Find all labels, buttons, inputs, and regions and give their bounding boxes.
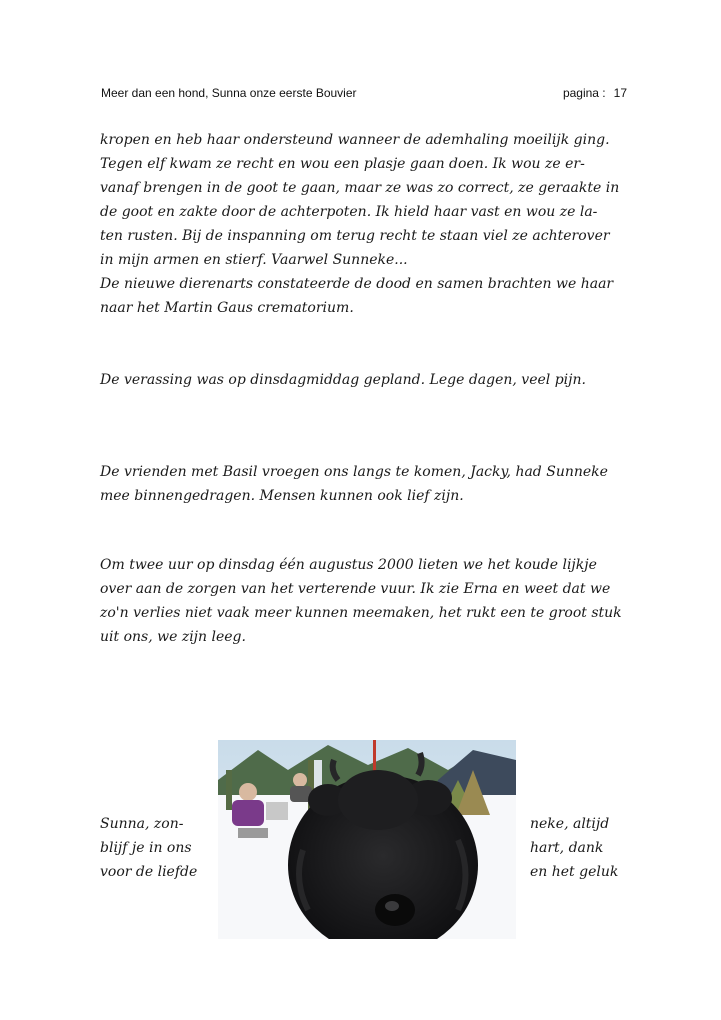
text-line: Om twee uur op dinsdag één augustus 2000 lieten we het koude lijkje — [100, 557, 597, 573]
text-line: ten rusten. Bij de inspanning om terug recht te staan viel ze achterover — [100, 228, 610, 244]
paragraph-4 — [100, 553, 640, 649]
text-line: Tegen elf kwam ze recht en wou een plasje gaan doen. Ik wou ze er- — [100, 156, 585, 172]
page-label: pagina : — [562, 86, 606, 100]
text-line: naar het Martin Gaus crematorium. — [100, 300, 354, 316]
caption-line: en het geluk — [530, 864, 619, 880]
text-line: uit ons, we zijn leeg. — [100, 629, 246, 645]
text-line: De verassing was op dinsdagmiddag gepland. Lege dagen, veel pijn. — [100, 372, 586, 388]
text-line: in mijn armen en stierf. Vaarwel Sunneke... — [100, 252, 408, 268]
caption-line: blijf je in ons — [100, 840, 192, 856]
document-title: Meer dan een hond, Sunna onze eerste Bouvier — [101, 86, 357, 100]
text-line: mee binnengedragen. Mensen kunnen ook lief zijn. — [100, 488, 464, 504]
page-number: 17 — [613, 86, 627, 100]
text-line: over aan de zorgen van het verterende vuur. Ik zie Erna en weet dat we — [100, 581, 611, 597]
paragraph-2 — [100, 368, 640, 392]
text-line: zo'n verlies niet vaak meer kunnen meemaken, het rukt een te groot stuk — [100, 605, 622, 621]
paragraph-1 — [100, 128, 640, 320]
caption-line: voor de liefde — [100, 864, 198, 880]
dog-photo — [218, 740, 516, 939]
caption-right — [530, 812, 618, 884]
text-line: vanaf brengen in de goot te gaan, maar ze was zo correct, ze geraakte in — [100, 180, 620, 196]
caption-line: hart, dank — [530, 840, 604, 856]
page-number-label — [563, 86, 627, 100]
page-header — [101, 86, 627, 100]
text-line: de goot en zakte door de achterpoten. Ik hield haar vast en wou ze la- — [100, 204, 598, 220]
caption-left — [100, 812, 197, 884]
dog-photo-illustration — [218, 740, 516, 939]
caption-line: neke, altijd — [530, 816, 610, 832]
text-line: kropen en heb haar ondersteund wanneer de ademhaling moeilijk ging. — [100, 132, 610, 148]
paragraph-3 — [100, 460, 640, 508]
caption-line: Sunna, zon- — [100, 816, 184, 832]
text-line: De nieuwe dierenarts constateerde de dood en samen brachten we haar — [100, 276, 614, 292]
text-line: De vrienden met Basil vroegen ons langs te komen, Jacky, had Sunneke — [100, 464, 608, 480]
